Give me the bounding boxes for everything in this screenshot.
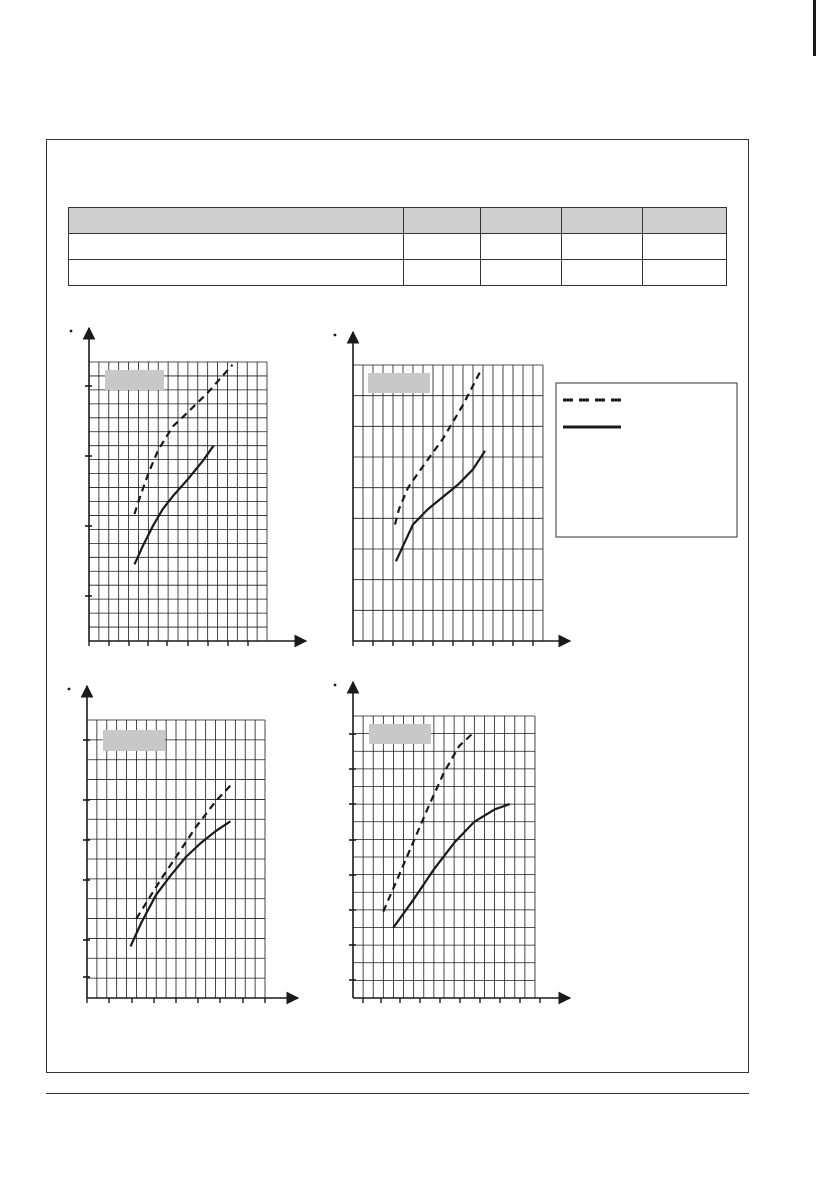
- chart-tag-box: [103, 730, 165, 751]
- series-solid-line: [135, 446, 214, 565]
- y-axis-unit-mark: [70, 330, 73, 333]
- chart-panel-3: [68, 686, 298, 1003]
- chart-layer: [68, 328, 570, 1003]
- chart-panel-2: [334, 332, 570, 646]
- chart-tag-box: [369, 724, 431, 744]
- series-solid-line: [396, 451, 485, 561]
- legend-box: [556, 383, 737, 537]
- chart-panel-4: [334, 682, 570, 1003]
- y-axis-unit-mark: [334, 684, 337, 687]
- legend-frame: [556, 383, 737, 537]
- footer-rule: [46, 1093, 749, 1094]
- y-axis-unit-mark: [334, 334, 337, 337]
- chart-tag-box: [368, 373, 430, 393]
- series-solid-line: [393, 804, 509, 927]
- y-axis-unit-mark: [68, 688, 71, 691]
- chart-panel-1: [70, 328, 306, 646]
- chart-tag-box: [105, 370, 164, 390]
